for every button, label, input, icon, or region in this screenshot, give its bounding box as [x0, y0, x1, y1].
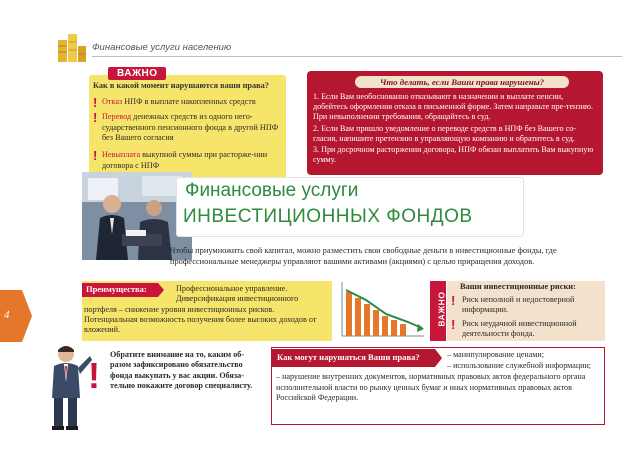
how-violated-label: Как могут нарушаться Ваши права? [271, 349, 435, 367]
exclamation-icon: ! [93, 95, 98, 110]
header-divider [92, 56, 622, 57]
risk-item: ! Риск неполной и недостоверной информации. [451, 293, 575, 314]
risks-title: Ваши инвестиционные риски: [460, 282, 576, 291]
what-to-do-item: 2. Если Вам пришло уведомление о переводе средств в НПФ без Вашего со-гласия, напишите претензию в управляющую компанию и обратитесь в суд. [313, 123, 576, 143]
what-to-do-item: 1. Если Вам необоснованно отказывают в назначении и выплате пенсии, добейтесь оформления отказа в письменной форме. Затем направьте пре-тензию. При невыполнении требования, обращайтесь в суд. [313, 92, 593, 122]
exclamation-icon: ! [93, 148, 98, 163]
page-number: 4 [4, 309, 10, 321]
advantages-label: Преимущества: [82, 283, 158, 297]
exclamation-icon: ! [88, 355, 100, 396]
what-to-do-title: Что делать, если Ваши права нарушены? [355, 76, 569, 88]
exclamation-icon: ! [93, 110, 98, 125]
intro-paragraph: Чтобы приумножить свой капитал, можно разместить свои свободные деньги в инвестиционные фонды, где профессиональные менеджеры управляют вашими активами (акциями) с целью приращения доходов. [170, 246, 557, 266]
advantages-text: Профессиональное управление. Диверсификация инвестиционного портфеля – снижение уровня инвестиционных рисков. Потенциальная возможность получения более высоких доходов от вложений. [84, 284, 317, 335]
important-item: ! Отказ НПФ в выплате накопленных средств [93, 95, 256, 110]
important-badge: ВАЖНО [108, 67, 166, 80]
exclamation-icon: ! [451, 293, 456, 308]
what-to-do-item: 3. При досрочном расторжении договора, НПФ обязан выплатить Вам выкупную сумму. [313, 145, 594, 165]
important-item: ! Невыплата выкупной суммы при расторже-нии договора с НПФ [93, 148, 268, 170]
section-title-line1: Финансовые услуги [185, 180, 359, 201]
how-violated-item: – нарушение внутренних документов, нормативных правовых актов федерального органа исполнительной власти по рынку ценных бумаг и иных нормативных правовых актов Российской Федерации. [276, 372, 586, 402]
attention-note: Обратите внимание на то, каким об-разом зафиксировано обязательство фонда выкупать у вас акции. Обяза-тельно покажите договор специалисту. [110, 350, 253, 390]
how-violated-item: – использование служебной информации; [447, 361, 592, 370]
important-question: Как в какой момент нарушаются ваши права? [93, 81, 269, 90]
important-item: ! Перевод денежных средств из одного него-сударственного пенсионного фонда в другой НПФ без Вашего согласия [93, 110, 279, 142]
how-violated-item: – манипулирование ценами; [447, 350, 545, 359]
businessman-illustration [46, 342, 94, 430]
what-to-do-list [313, 92, 597, 166]
growth-chart-illustration [336, 278, 428, 342]
header-title: Финансовые услуги населению [92, 42, 232, 53]
risk-item: ! Риск неудачной инвестиционной деятельности фонда. [451, 317, 577, 338]
risks-side-label: ВАЖНО [436, 291, 447, 327]
coins-logo-icon [56, 30, 88, 64]
section-title-line2: ИНВЕСТИЦИОННЫХ ФОНДОВ [183, 206, 473, 227]
exclamation-icon: ! [451, 317, 456, 332]
